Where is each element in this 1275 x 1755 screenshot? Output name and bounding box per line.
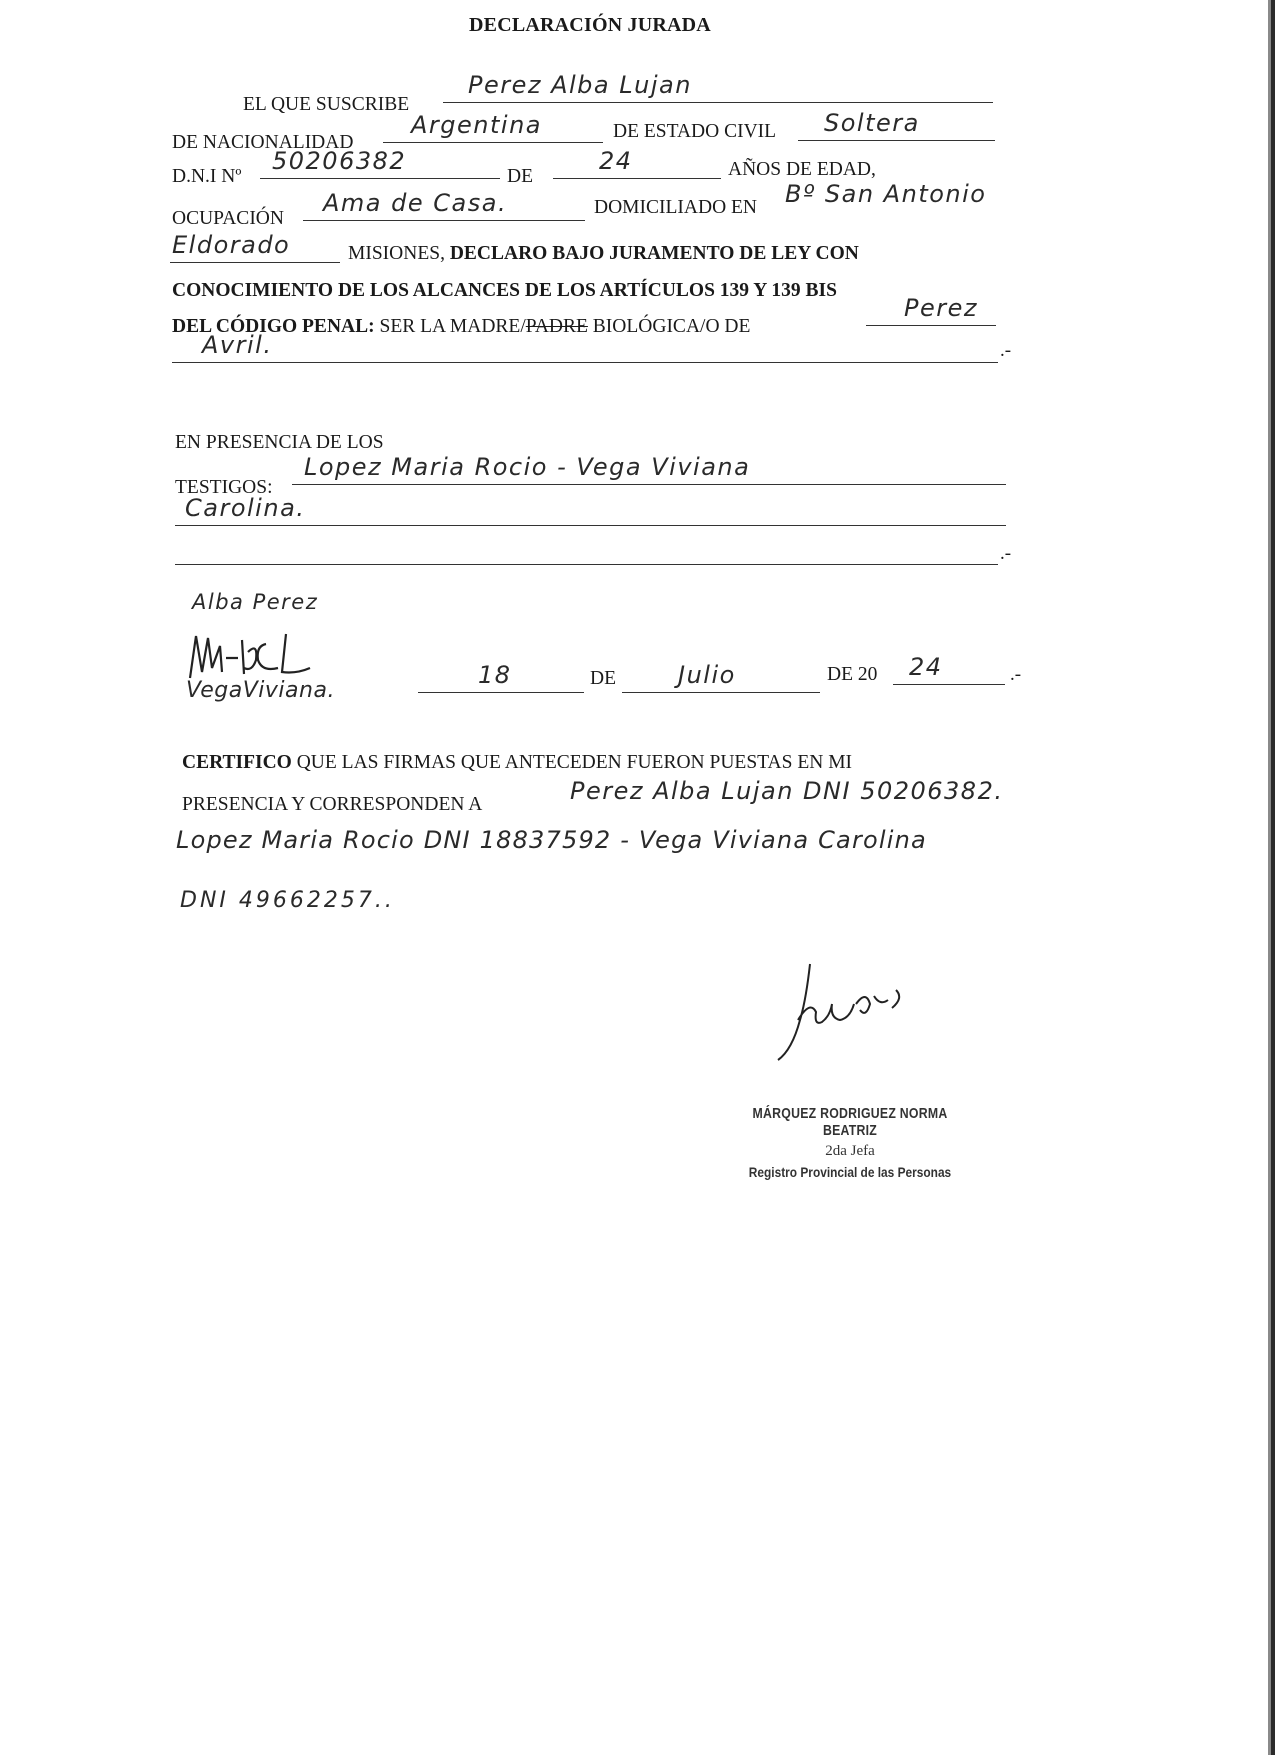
official-signature (770, 960, 920, 1066)
label-certifico: CERTIFICO (182, 752, 292, 773)
field-hijo-2-value: Avril. (202, 331, 273, 359)
field-corresponden-3: DNI 49662257.. (180, 888, 395, 913)
field-anio-value: 24 (909, 653, 943, 681)
stamp-name: MÁRQUEZ RODRIGUEZ NORMA BEATRIZ (752, 1105, 948, 1139)
label-nacionalidad: DE NACIONALIDAD (172, 132, 354, 153)
label-suscribe: EL QUE SUSCRIBE (243, 94, 410, 115)
field-corresponden-2: Lopez Maria Rocio DNI 18837592 - Vega Viviana Carolina (176, 826, 927, 854)
label-presencia-corresponden: PRESENCIA Y CORRESPONDEN A (182, 794, 483, 815)
field-estado-civil-value: Soltera (824, 109, 920, 137)
label-ser-madre: SER LA MADRE/ (379, 316, 526, 337)
label-biologica: BIOLÓGICA/O DE (592, 316, 751, 337)
field-dia-value: 18 (478, 661, 512, 689)
field-nacionalidad-value: Argentina (411, 111, 542, 139)
field-nombre (443, 70, 993, 103)
official-stamp (700, 1105, 1000, 1180)
field-domicilio-2-value: Eldorado (172, 231, 291, 259)
scan-edge-inner (1268, 0, 1271, 1755)
label-misiones (348, 243, 859, 265)
stamp-office: Registro Provincial de las Personas (748, 1164, 952, 1180)
field-testigos-1-value: Lopez Maria Rocio - Vega Viviana (304, 453, 751, 481)
field-testigos-2 (175, 493, 1006, 526)
label-testigos: TESTIGOS: (175, 477, 273, 498)
field-nacionalidad (383, 110, 603, 143)
label-domiciliado: DOMICILIADO EN (594, 197, 758, 218)
certifico-line (182, 752, 852, 774)
field-ocupacion-value: Ama de Casa. (323, 189, 508, 217)
field-testigos-3 (175, 532, 998, 565)
label-estado-civil: DE ESTADO CIVIL (613, 121, 777, 142)
label-dni: D.N.I Nº (172, 166, 242, 187)
label-presencia: EN PRESENCIA DE LOS (175, 432, 384, 453)
label-codigo: DEL CÓDIGO PENAL: (172, 316, 375, 337)
label-ocupacion: OCUPACIÓN (172, 208, 284, 229)
label-anios: AÑOS DE EDAD, (728, 159, 876, 180)
signature-scribble (186, 628, 326, 684)
field-hijo-2 (172, 330, 998, 363)
scan-edge (1271, 0, 1275, 1755)
field-testigos-1 (292, 452, 1006, 485)
field-nombre-value: Perez Alba Lujan (468, 71, 692, 99)
field-dni (260, 146, 500, 179)
field-ocupacion (303, 188, 585, 221)
label-de-edad: DE (507, 166, 533, 187)
label-conocimiento: CONOCIMIENTO DE LOS ALCANCES DE LOS ARTÍCULOS 139 Y 139 BIS (172, 280, 837, 301)
dash-3: .- (1010, 664, 1022, 685)
signature-vega-viviana: VegaViviana. (186, 678, 335, 703)
label-de-mes: DE (590, 668, 616, 689)
field-mes-value: Julio (678, 661, 736, 689)
field-mes (622, 660, 820, 693)
dash-1: .- (1000, 340, 1012, 361)
field-estado-civil (798, 108, 995, 141)
label-certifico-rest: QUE LAS FIRMAS QUE ANTECEDEN FUERON PUESTAS EN MI (296, 752, 853, 773)
field-anio (893, 652, 1005, 685)
label-declaro: DECLARO BAJO JURAMENTO DE LEY CON (449, 243, 859, 264)
field-dia (418, 660, 584, 693)
label-padre-struck: PADRE (525, 316, 588, 337)
field-hijo-1 (866, 293, 996, 326)
field-corresponden-1 (566, 776, 1020, 808)
field-hijo-1-value: Perez (904, 294, 978, 322)
label-de-anio: DE 20 (827, 664, 878, 685)
field-domicilio-2 (170, 230, 340, 263)
document-title: DECLARACIÓN JURADA (469, 14, 711, 36)
field-domicilio-1: Bº San Antonio (785, 180, 987, 208)
field-edad (553, 146, 721, 179)
field-edad-value: 24 (599, 147, 633, 175)
stamp-role: 2da Jefa (825, 1143, 875, 1159)
field-corresponden-1-value: Perez Alba Lujan DNI 50206382. (570, 777, 1004, 805)
field-testigos-2-value: Carolina. (185, 494, 306, 522)
field-dni-value: 50206382 (272, 147, 407, 175)
signature-alba-perez: Alba Perez (192, 590, 319, 614)
dash-2: .- (1000, 543, 1012, 564)
label-misiones-text: MISIONES, (348, 243, 445, 264)
